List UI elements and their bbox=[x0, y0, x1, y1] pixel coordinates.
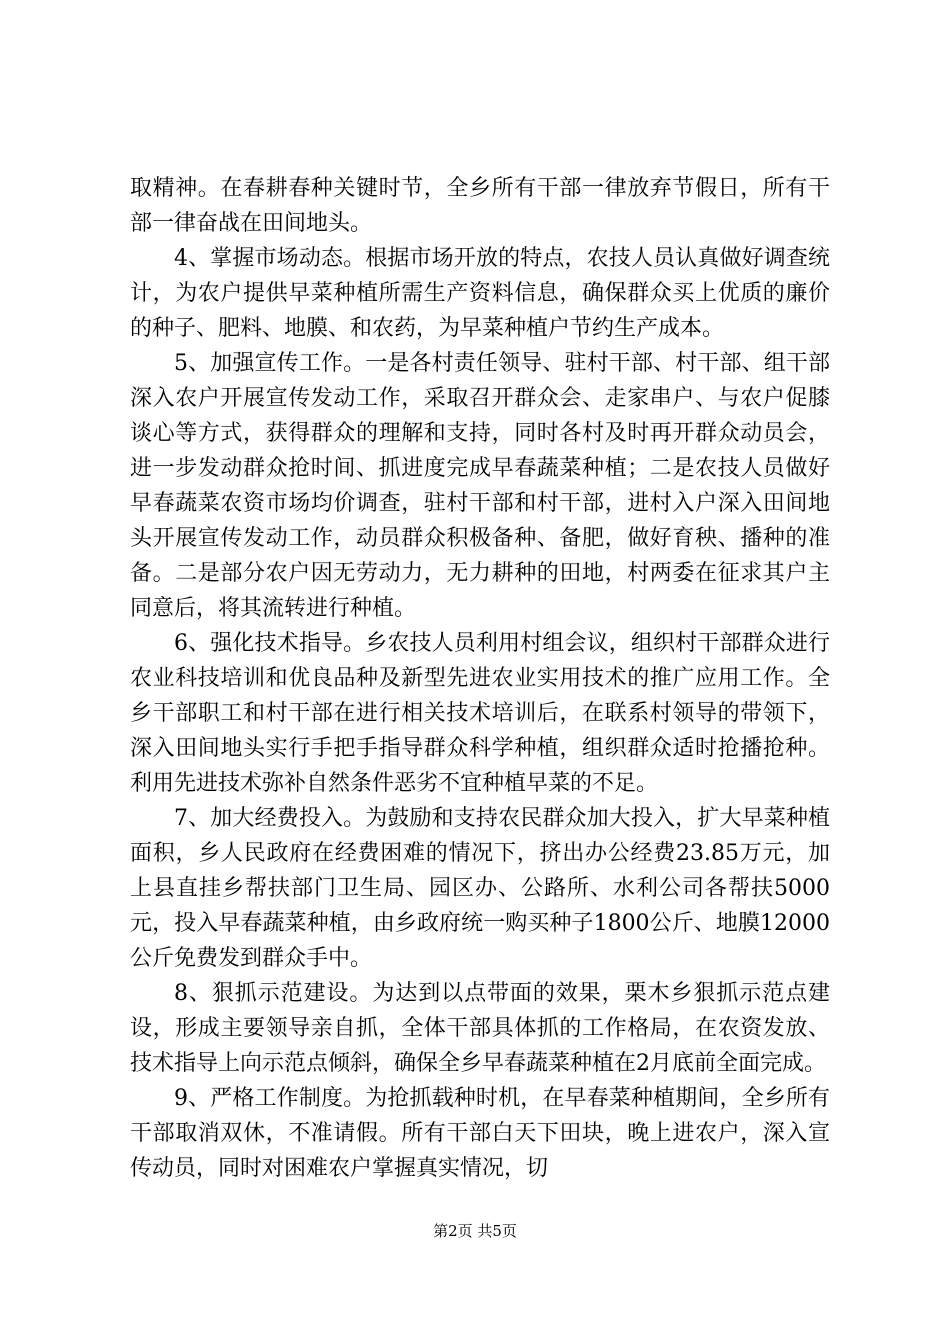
page-number-footer: 第2页 共5页 bbox=[433, 1222, 517, 1240]
paragraph-9-work-rules: 9、严格工作制度。为抢抓载种时机，在早春菜种植期间，全乡所有干部取消双休，不准请假。所有干部白天下田块，晚上进农户，深入宣传动员，同时对困难农户掌握真实情况，切 bbox=[130, 1086, 830, 1181]
paragraph-5-publicity-work: 5、加强宣传工作。一是各村责任领导、驻村干部、村干部、组干部深入农户开展宣传发动工作，采取召开群众会、走家串户、与农户促膝谈心等方式，获得群众的理解和支持，同时各村及时再开群众动员会，进一步发动群众抢时间、抓进度完成早春蔬菜种植；二是农技人员做好早春蔬菜农资市场均价调查，驻村干部和村干部，进村入户深入田间地头开展宣传发动工作，动员群众积极备种、备肥，做好育秧、播种的准备。二是部分农户因无劳动力，无力耕种的田地，村两委在征求其户主同意后，将其流转进行种植。 bbox=[130, 351, 830, 621]
paragraph-8-demonstration: 8、狠抓示范建设。为达到以点带面的效果，栗木乡狠抓示范点建设，形成主要领导亲自抓，全体干部具体抓的工作格局，在农资发放、技术指导上向示范点倾斜，确保全乡早春蔬菜种植在2月底前全面完成。 bbox=[130, 981, 830, 1076]
paragraph-continuation: 取精神。在春耕春种关键时节，全乡所有干部一律放弃节假日，所有干部一律奋战在田间地头。 bbox=[130, 176, 830, 236]
document-body bbox=[130, 171, 830, 1186]
paragraph-7-funding-investment: 7、加大经费投入。为鼓励和支持农民群众加大投入，扩大早菜种植面积，乡人民政府在经费困难的情况下，挤出办公经费23.85万元，加上县直挂乡帮扶部门卫生局、园区办、公路所、水利公司各帮扶5000元，投入早春蔬菜种植，由乡政府统一购买种子1800公斤、地膜12000公斤免费发到群众手中。 bbox=[130, 806, 830, 971]
paragraph-4-market-dynamics: 4、掌握市场动态。根据市场开放的特点，农技人员认真做好调查统计，为农户提供早菜种植所需生产资料信息，确保群众买上优质的廉价的种子、肥料、地膜、和农药，为早菜种植户节约生产成本。 bbox=[130, 246, 830, 341]
paragraph-6-technical-guidance: 6、强化技术指导。乡农技人员利用村组会议，组织村干部群众进行农业科技培训和优良品种及新型先进农业实用技术的推广应用工作。全乡干部职工和村干部在进行相关技术培训后，在联系村领导的带领下，深入田间地头实行手把手指导群众科学种植，组织群众适时抢播抢种。利用先进技术弥补自然条件恶劣不宜种植早菜的不足。 bbox=[130, 631, 830, 796]
